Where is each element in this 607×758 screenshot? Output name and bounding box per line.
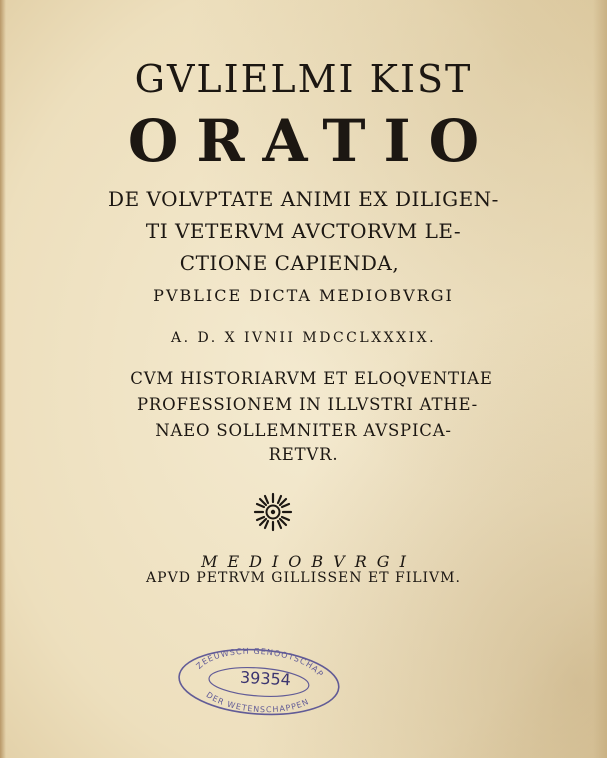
subtitle-line-3: CTIONE CAPIENDA,	[179, 251, 400, 275]
stamp-text-bottom: DER WETENSCHAPPEN	[204, 690, 311, 715]
profession-line-4: RETVR.	[268, 445, 339, 464]
subtitle-line-2: TI VETERVM AVCTORVM LE-	[145, 219, 462, 243]
date-line: A. D. X IVNII MDCCLXXXIX.	[170, 330, 437, 346]
profession-line-3: NAEO SOLLEMNITER AVSPICA-	[155, 421, 452, 440]
book-title: ORATIO	[127, 107, 498, 175]
sun-printer-ornament-icon	[253, 492, 293, 532]
stamp-text-top: ZEEUWSCH GENOOTSCHAP	[194, 646, 326, 680]
imprint-city: MEDIOBVRGI	[201, 552, 416, 571]
imprint-printer: APVD PETRVM GILLISSEN ET FILIVM.	[146, 570, 461, 586]
subtitle-line-1: DE VOLVPTATE ANIMI EX DILIGEN-	[108, 187, 499, 211]
author-name: GVLIELMI KIST	[134, 57, 473, 101]
profession-line-1: CVM HISTORIARVM ET ELOQVENTIAE	[130, 369, 493, 388]
delivery-line: PVBLICE DICTA MEDIOBVRGI	[153, 286, 454, 305]
profession-line-2: PROFESSIONEM IN ILLVSTRI ATHE-	[137, 395, 478, 414]
stamp-handwritten-number: 39354	[239, 667, 292, 690]
